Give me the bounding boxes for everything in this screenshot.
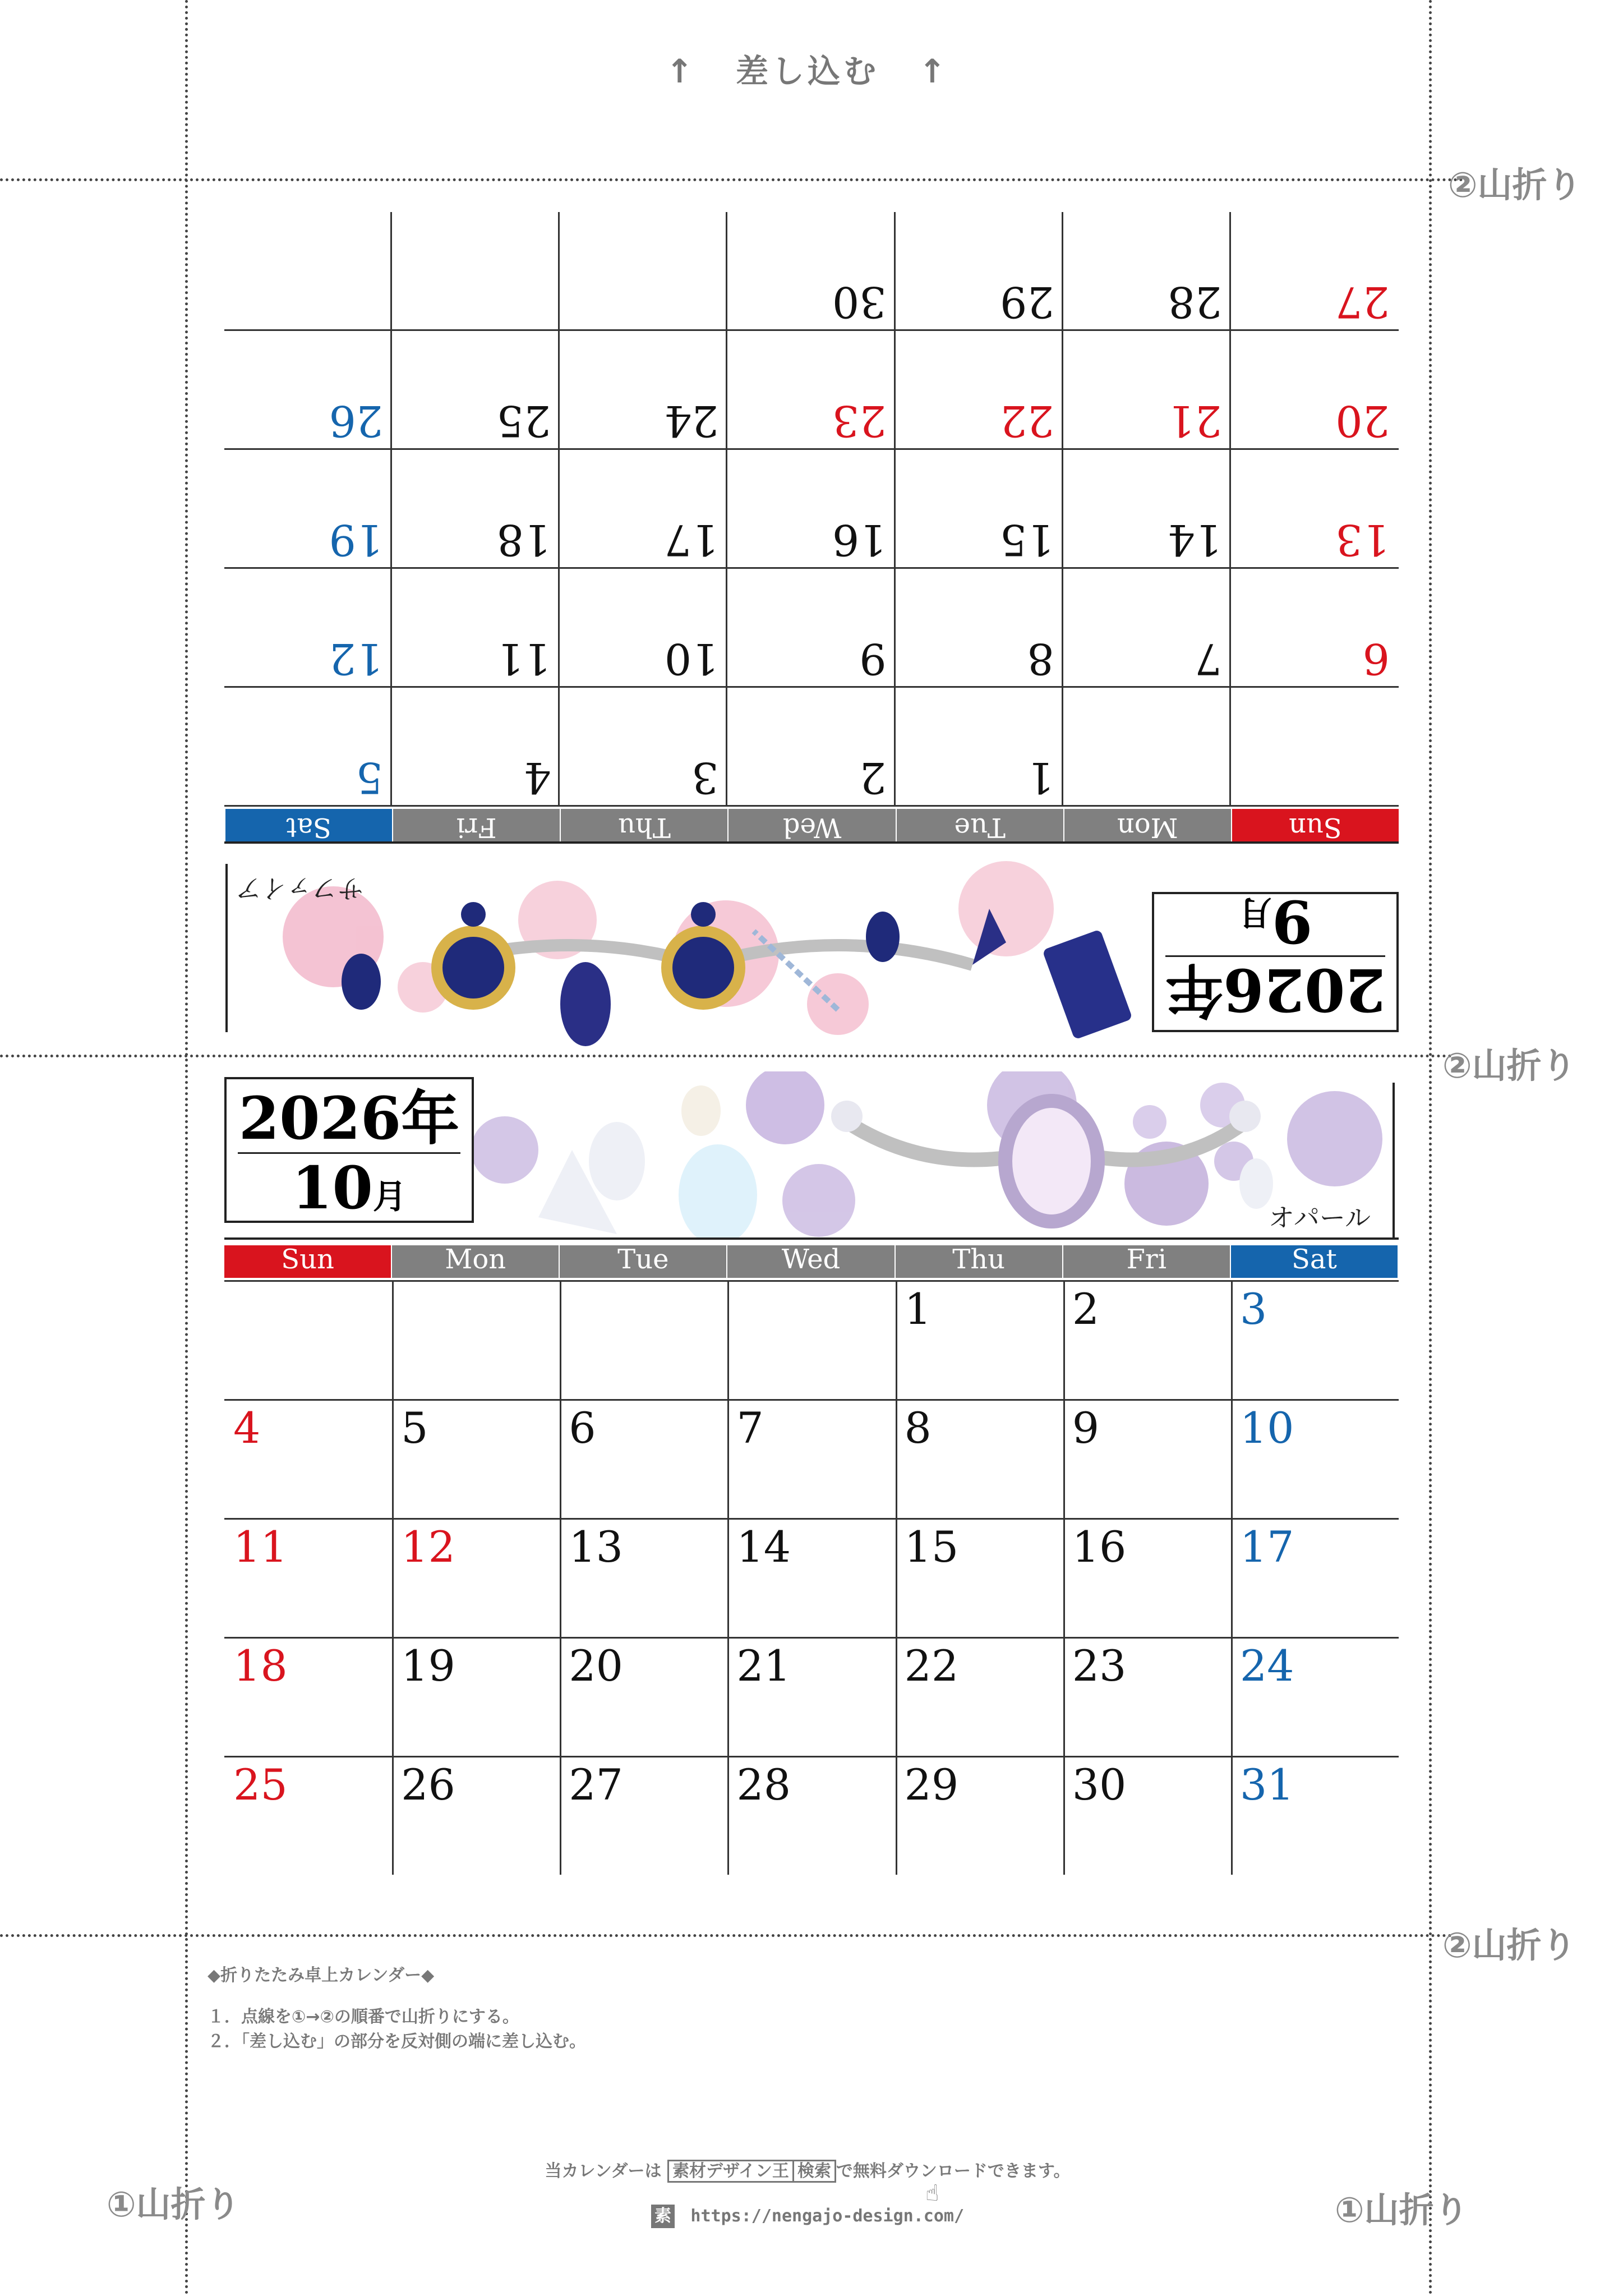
day-cell-22: 22 — [1000, 396, 1054, 446]
month-suffix: 月 — [372, 1177, 407, 1217]
weekday-header-tue: Tue — [897, 809, 1063, 841]
september-gem-name: サファイア — [236, 873, 363, 904]
day-cell-29: 29 — [1000, 277, 1054, 327]
footer-keyword[interactable] — [667, 2160, 836, 2183]
september-year — [1154, 955, 1396, 1024]
day-cell-18: 18 — [496, 515, 551, 565]
day-cell-21: 21 — [736, 1641, 791, 1691]
weekday-header-sat: Sat — [1231, 1245, 1398, 1278]
day-cell-18: 18 — [233, 1641, 288, 1691]
year-suffix: 年 — [1165, 955, 1224, 1024]
grid-row-line — [224, 329, 1399, 331]
keyword-text: 素材デザイン王 — [672, 2161, 789, 2181]
grid-row-line — [224, 448, 1399, 450]
right-fold-line — [1429, 0, 1432, 2296]
grid-row-line — [224, 686, 1399, 688]
day-cell-27: 27 — [569, 1760, 623, 1810]
fold-label-middle: ②山折り — [1442, 1045, 1576, 1086]
weekday-header-fri: Fri — [1063, 1245, 1230, 1278]
search-label: 検索 — [792, 2161, 831, 2181]
grid-col-line — [894, 212, 896, 807]
day-cell-7: 7 — [1195, 634, 1222, 684]
day-cell-9: 9 — [1072, 1403, 1100, 1453]
day-cell-30: 30 — [832, 277, 887, 327]
september-month — [1154, 887, 1396, 956]
grid-row-line — [224, 567, 1399, 569]
footer-prefix: 当カレンダーは — [545, 2161, 662, 2181]
grid-col-line — [1063, 1280, 1065, 1875]
month-number: 9 — [1271, 887, 1313, 956]
day-cell-6: 6 — [1362, 634, 1390, 684]
day-cell-16: 16 — [1072, 1522, 1127, 1572]
day-cell-16: 16 — [832, 515, 887, 565]
grid-row-line — [224, 1280, 1399, 1282]
october-calendar — [224, 1071, 1399, 1896]
day-cell-12: 12 — [329, 634, 384, 684]
day-cell-31: 31 — [1239, 1760, 1294, 1810]
day-cell-25: 25 — [496, 396, 551, 446]
weekday-header-thu: Thu — [561, 809, 727, 841]
september-banner — [224, 841, 1399, 1055]
day-cell-25: 25 — [233, 1760, 288, 1810]
day-cell-26: 26 — [329, 396, 384, 446]
weekday-header-sun: Sun — [224, 1245, 391, 1278]
day-cell-13: 13 — [1335, 515, 1390, 565]
day-cell-23: 23 — [832, 396, 887, 446]
grid-col-line — [1231, 1280, 1233, 1875]
day-cell-1: 1 — [1027, 753, 1054, 803]
day-cell-10: 10 — [664, 634, 719, 684]
grid-row-line — [224, 1518, 1399, 1520]
day-cell-10: 10 — [1239, 1403, 1294, 1453]
weekday-header-sun: Sun — [1232, 809, 1399, 841]
up-arrow-icon: ↑ — [666, 52, 697, 90]
day-cell-2: 2 — [859, 753, 887, 803]
day-cell-3: 3 — [1239, 1284, 1267, 1334]
day-cell-14: 14 — [1168, 515, 1222, 565]
day-cell-8: 8 — [1027, 634, 1054, 684]
september-title-box — [1152, 887, 1399, 1032]
day-cell-5: 5 — [356, 753, 384, 803]
fold-line-top — [0, 178, 1464, 181]
day-cell-12: 12 — [401, 1522, 455, 1572]
day-cell-11: 11 — [233, 1522, 288, 1572]
up-arrow-icon: ↑ — [919, 52, 949, 90]
day-cell-4: 4 — [523, 753, 551, 803]
grid-col-line — [390, 212, 392, 807]
site-logo-icon: 素 — [651, 2205, 675, 2228]
october-gem-name: オパール — [1268, 1203, 1371, 1233]
grid-col-line — [726, 212, 727, 807]
instructions — [208, 1963, 586, 2054]
day-cell-28: 28 — [1168, 277, 1222, 327]
fold-label-bottom: ②山折り — [1442, 1925, 1576, 1966]
instructions-title: ◆折りたたみ卓上カレンダー◆ — [208, 1966, 435, 1985]
weekday-header-wed: Wed — [727, 1245, 894, 1278]
weekday-header-fri: Fri — [393, 809, 560, 841]
day-cell-27: 27 — [1335, 277, 1390, 327]
day-cell-15: 15 — [1000, 515, 1054, 565]
october-header-rule — [224, 1237, 1399, 1240]
day-cell-7: 7 — [736, 1403, 764, 1453]
day-cell-19: 19 — [329, 515, 384, 565]
year-suffix: 年 — [401, 1084, 460, 1153]
day-cell-15: 15 — [904, 1522, 959, 1572]
instruction-step-2: ２．「差し込む」の部分を反対側の端に差し込む。 — [208, 2032, 586, 2051]
grid-row-line — [224, 805, 1399, 807]
day-cell-9: 9 — [859, 634, 887, 684]
month-number: 10 — [292, 1153, 373, 1222]
day-cell-8: 8 — [904, 1403, 932, 1453]
left-fold-line — [185, 0, 188, 2296]
pointer-hand-icon: ☝ — [925, 2180, 939, 2206]
grid-col-line — [560, 1280, 561, 1875]
day-cell-1: 1 — [904, 1284, 932, 1334]
grid-row-line — [224, 1637, 1399, 1639]
grid-col-line — [1229, 212, 1231, 807]
day-cell-30: 30 — [1072, 1760, 1127, 1810]
day-cell-24: 24 — [1239, 1641, 1294, 1691]
footer-suffix: で無料ダウンロードできます。 — [836, 2161, 1071, 2181]
september-calendar — [224, 213, 1399, 1055]
october-title-box — [224, 1077, 474, 1223]
insert-label — [185, 45, 1430, 92]
day-cell-28: 28 — [736, 1760, 791, 1810]
fold-line-middle — [0, 1055, 1453, 1057]
october-banner — [224, 1071, 1399, 1240]
october-year — [227, 1084, 472, 1153]
weekday-header-sat: Sat — [225, 809, 392, 841]
weekday-header-wed: Wed — [728, 809, 895, 841]
insert-text: 差し込む — [735, 52, 879, 90]
grid-col-line — [727, 1280, 729, 1875]
footer-url-line — [185, 2205, 1430, 2228]
weekday-header-mon: Mon — [392, 1245, 559, 1278]
weekday-header-mon: Mon — [1064, 809, 1231, 841]
day-cell-17: 17 — [664, 515, 719, 565]
september-grid — [224, 213, 1399, 841]
year-number: 2026 — [1223, 955, 1386, 1024]
day-cell-11: 11 — [496, 634, 551, 684]
footer-line — [185, 2157, 1430, 2206]
month-suffix: 月 — [1238, 892, 1272, 932]
weekday-header-thu: Thu — [896, 1245, 1062, 1278]
day-cell-2: 2 — [1072, 1284, 1100, 1334]
day-cell-13: 13 — [569, 1522, 623, 1572]
fold-label-right-1: ①山折り — [1335, 2189, 1469, 2230]
day-cell-20: 20 — [569, 1641, 623, 1691]
day-cell-19: 19 — [401, 1641, 455, 1691]
grid-col-line — [896, 1280, 897, 1875]
grid-col-line — [392, 1280, 394, 1875]
day-cell-5: 5 — [401, 1403, 428, 1453]
day-cell-22: 22 — [904, 1641, 959, 1691]
day-cell-4: 4 — [233, 1403, 261, 1453]
day-cell-29: 29 — [904, 1760, 959, 1810]
day-cell-17: 17 — [1239, 1522, 1294, 1572]
day-cell-21: 21 — [1168, 396, 1222, 446]
october-month — [227, 1153, 472, 1222]
footer-url[interactable]: https://nengajo-design.com/ — [690, 2206, 965, 2226]
fold-label-left-1: ①山折り — [107, 2184, 241, 2225]
grid-row-line — [224, 1756, 1399, 1757]
day-cell-26: 26 — [401, 1760, 455, 1810]
day-cell-3: 3 — [691, 753, 719, 803]
day-cell-24: 24 — [664, 396, 719, 446]
day-cell-20: 20 — [1335, 396, 1390, 446]
weekday-header-tue: Tue — [560, 1245, 726, 1278]
october-grid — [224, 1245, 1399, 1896]
fold-label-top: ②山折り — [1448, 164, 1582, 205]
grid-col-line — [1062, 212, 1063, 807]
grid-row-line — [224, 1399, 1399, 1401]
year-number: 2026 — [238, 1084, 402, 1153]
day-cell-6: 6 — [569, 1403, 596, 1453]
day-cell-23: 23 — [1072, 1641, 1127, 1691]
grid-col-line — [558, 212, 560, 807]
day-cell-14: 14 — [736, 1522, 791, 1572]
instruction-step-1: １．点線を①→②の順番で山折りにする。 — [208, 2007, 519, 2027]
fold-line-bottom — [0, 1934, 1453, 1937]
